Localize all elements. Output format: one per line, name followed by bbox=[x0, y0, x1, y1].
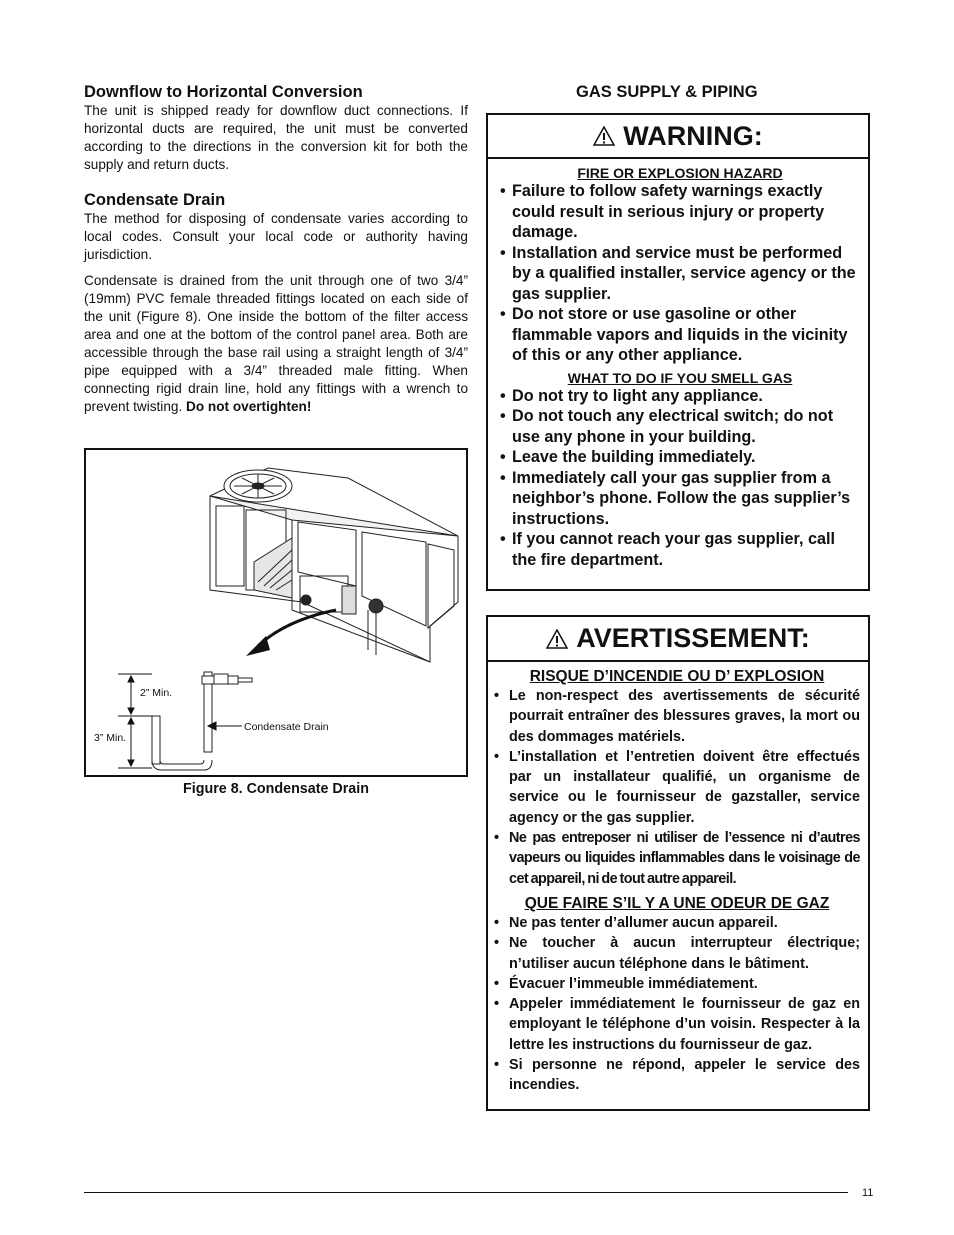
condensate-paragraph-2-text: Condensate is drained from the unit through one of two 3/4” (19mm) PVC female threaded fittings located on each side of the unit (Figure 8). One inside the bottom of the filter access area and one at the bottom of the control panel area. Both are accessible through the base rail using a straight length of 3/4” pipe equipped with a 3/4” threaded male fitting. When connecting rigid drain line, hold any fittings with a wrench to prevent twisting. bbox=[84, 273, 468, 414]
fire-hazard-heading: FIRE OR EXPLOSION HAZARD bbox=[577, 165, 783, 181]
avertissement-body bbox=[488, 668, 868, 1096]
warning-triangle-icon bbox=[546, 629, 568, 649]
condensate-paragraph-1: The method for disposing of condensate varies according to local codes. Consult your local code or authority having jurisdiction. bbox=[84, 211, 468, 262]
warning-body bbox=[488, 165, 868, 570]
list-item: • Immediately call your gas supplier from a neighbor’s phone. Follow the gas supplier’s instructions. bbox=[500, 468, 860, 530]
warning-box-french bbox=[486, 615, 870, 1111]
avertissement-title: AVERTISSEMENT: bbox=[576, 623, 810, 653]
smell-gas-bullet-list bbox=[500, 386, 860, 571]
list-item: • Leave the building immediately. bbox=[500, 447, 860, 468]
left-column bbox=[84, 82, 468, 416]
odeur-gaz-bullet-list bbox=[494, 913, 860, 1096]
section-heading-downflow: Downflow to Horizontal Conversion bbox=[84, 83, 363, 101]
warning-box-english bbox=[486, 113, 870, 591]
overtighten-warning: Do not overtighten! bbox=[186, 399, 312, 414]
figure-caption: Figure 8. Condensate Drain bbox=[183, 781, 369, 797]
list-item: • Do not touch any electrical switch; do not use any phone in your building. bbox=[500, 406, 860, 447]
list-item: • Do not store or use gasoline or other flammable vapors and liquids in the vicinity of this or any other appliance. bbox=[500, 304, 860, 366]
list-item: • Do not try to light any appliance. bbox=[500, 386, 860, 407]
list-item: • Si personne ne répond, appeler le service des incendies. bbox=[494, 1055, 860, 1096]
list-item: • Ne pas entreposer ni utiliser de l’essence ni d’autres vapeurs ou liquides inflammables dans le voisinage de cet appareil, ni de tout autre appareil. bbox=[494, 828, 860, 889]
list-item: • Ne pas tenter d’allumer aucun appareil. bbox=[494, 913, 860, 933]
downflow-paragraph: The unit is shipped ready for downflow duct connections. If horizontal ducts are required, the unit must be converted according to the directions in the conversion kit for both the supply and return ducts. bbox=[84, 103, 468, 172]
warning-title-bar bbox=[488, 115, 868, 159]
warning-title: WARNING: bbox=[623, 120, 763, 151]
list-item: • Ne toucher à aucun interrupteur électrique; n’utiliser aucun téléphone dans le bâtiment. bbox=[494, 933, 860, 974]
footer-divider bbox=[84, 1192, 848, 1193]
label-2-min: 2” Min. bbox=[140, 687, 173, 699]
label-3-min: 3” Min. bbox=[94, 732, 127, 744]
section-heading-condensate: Condensate Drain bbox=[84, 191, 226, 209]
list-item: • If you cannot reach your gas supplier, call the fire department. bbox=[500, 529, 860, 570]
risque-bullet-list bbox=[494, 686, 860, 889]
list-item: • Appeler immédiatement le fournisseur de gaz en employant le téléphone d’un voisin. Respecter à la lettre les instructions du fournisseur de gaz. bbox=[494, 994, 860, 1055]
odeur-gaz-heading: QUE FAIRE S’IL Y A UNE ODEUR DE GAZ bbox=[524, 894, 830, 912]
list-item: • Installation and service must be performed by a qualified installer, service agency or the gas supplier. bbox=[500, 243, 860, 305]
risque-heading: RISQUE D’INCENDIE OU D’ EXPLOSION bbox=[529, 668, 825, 685]
figure-condensate-drain bbox=[84, 448, 468, 777]
gas-supply-heading: GAS SUPPLY & PIPING bbox=[576, 83, 758, 101]
warning-triangle-icon bbox=[593, 126, 615, 146]
list-item: • Le non-respect des avertissements de sécurité pourrait entraîner des blessures graves, la mort ou des dommages matériels. bbox=[494, 686, 860, 747]
smell-gas-heading: WHAT TO DO IF YOU SMELL GAS bbox=[567, 369, 793, 386]
avertissement-title-bar bbox=[488, 617, 868, 662]
list-item: • L’installation et l’entretien doivent être effectués par un installateur qualifié, un organisme de service ou le fournisseur de gazstaller, service agency or the gas supplier. bbox=[494, 747, 860, 828]
label-condensate-drain: Condensate Drain bbox=[244, 721, 329, 733]
condensate-paragraph-2 bbox=[84, 272, 468, 416]
list-item: • Évacuer l’immeuble immédiatement. bbox=[494, 974, 860, 994]
list-item: • Failure to follow safety warnings exactly could result in serious injury or property damage. bbox=[500, 181, 860, 243]
page-number: 11 bbox=[862, 1187, 874, 1199]
hazard-bullet-list bbox=[500, 181, 860, 366]
